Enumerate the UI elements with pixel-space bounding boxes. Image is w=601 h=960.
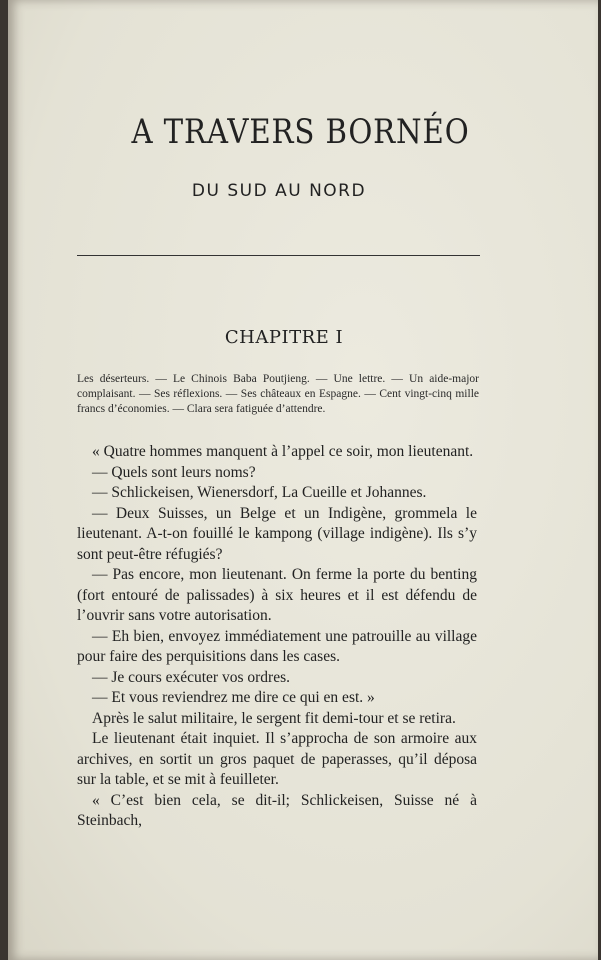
paragraph: Le lieutenant était inquiet. Il s’approcha de son armoire aux archives, en sortit un gros paquet de paperasses, qu’il déposa sur la table, et se mit à feuilleter. — [77, 730, 477, 788]
paragraph: — Quels sont leurs noms? — [92, 463, 256, 481]
paragraph: Après le salut militaire, le sergent fit demi-tour et se retira. — [92, 709, 456, 727]
paragraph: « C’est bien cela, se dit-il; Schlickeisen, Suisse né à Steinbach, — [77, 791, 477, 829]
chapter-heading: CHAPITRE I — [224, 327, 344, 348]
paragraph: — Pas encore, mon lieutenant. On ferme la porte du benting (fort entouré de palissades) à six heures et il est défendu de l’ouvrir sans votre autorisation. — [77, 566, 477, 624]
paragraph: — Et vous reviendrez me dire ce qui en est. » — [92, 689, 375, 706]
chapter-summary: Les déserteurs. — Le Chinois Baba Poutjieng. — Une lettre. — Un aide-major complaisant. — Ses réflexions. — Ses châteaux en Espagne. — Cent vingt-cinq mille francs d’économies. — Clara sera fatiguée d’attendre. — [77, 373, 479, 415]
paragraph: « Quatre hommes manquent à l’appel ce soir, mon lieutenant. — [92, 443, 474, 460]
book-title: A TRAVERS BORNÉO — [131, 112, 470, 152]
paragraph: — Eh bien, envoyez immédiatement une patrouille au village pour faire des perquisitions dans les cases. — [77, 627, 477, 665]
chapter-body — [77, 442, 477, 832]
paragraph: — Deux Suisses, un Belge et un Indigène, grommela le lieutenant. A-t-on fouillé le kampong (village indigène). Ils s’y sont peut-être réfugiés? — [77, 504, 477, 563]
title-divider — [77, 255, 480, 256]
book-subtitle: DU SUD AU NORD — [191, 181, 367, 201]
paragraph: — Schlickeisen, Wienersdorf, La Cueille et Johannes. — [92, 484, 427, 501]
paragraph: — Je cours exécuter vos ordres. — [92, 668, 290, 686]
